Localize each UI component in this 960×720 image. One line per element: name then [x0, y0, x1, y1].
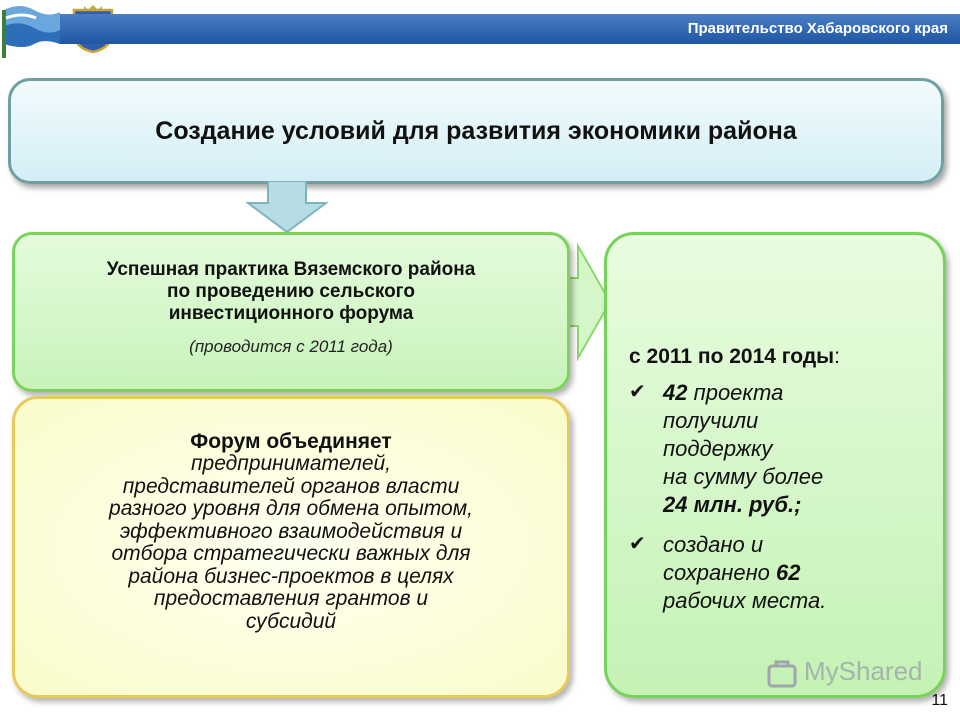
- practice-title-line: Успешная практика Вяземского района: [106, 259, 476, 280]
- flag-icon: [0, 0, 64, 58]
- result-line: на сумму более: [663, 464, 824, 489]
- result-line: проекта: [687, 380, 784, 405]
- forum-line: района бизнес-проектов в целях: [128, 564, 454, 588]
- watermark-logo-icon: [766, 658, 800, 692]
- support-amount: 24 млн. руб.;: [663, 492, 802, 517]
- header-title: Правительство Хабаровского края: [687, 20, 948, 37]
- forum-line: представителей органов власти: [122, 474, 460, 498]
- result-line: рабочих места.: [663, 588, 827, 613]
- results-heading: [629, 345, 840, 369]
- result-item-text: [663, 531, 929, 615]
- forum-line: эффективного взаимодействия и: [119, 519, 463, 543]
- result-line: сохранено: [663, 560, 777, 585]
- results-heading-suffix: :: [834, 345, 840, 368]
- result-item-projects: [629, 379, 929, 519]
- practice-subtitle: (проводится с 2011 года): [189, 337, 393, 356]
- header-bar: [60, 14, 960, 44]
- result-item-jobs: [629, 531, 929, 615]
- forum-line: предоставления грантов и: [153, 587, 429, 610]
- result-line: получили: [663, 408, 759, 433]
- jobs-count: 62: [776, 560, 801, 585]
- forum-line: субсидий: [245, 609, 337, 633]
- result-item-text: [663, 379, 929, 519]
- slide-header: [0, 0, 960, 62]
- practice-title-line: по проведению сельского: [167, 281, 415, 302]
- main-title: Создание условий для развития экономики района: [155, 116, 797, 145]
- results-box: [604, 232, 946, 698]
- result-line: поддержку: [663, 436, 773, 461]
- practice-title-line: инвестиционного форума: [168, 303, 414, 324]
- checkmark-icon: ✔: [629, 533, 646, 555]
- down-arrow-icon: [246, 181, 328, 233]
- result-line: создано и: [663, 532, 764, 557]
- projects-count: 42: [663, 380, 688, 405]
- forum-line: разного уровня для обмена опытом,: [109, 497, 473, 520]
- forum-text: [37, 453, 545, 633]
- practice-title: [29, 259, 553, 325]
- main-title-box: [8, 78, 944, 184]
- checkmark-icon: ✔: [629, 381, 646, 403]
- page-number: 11: [931, 692, 948, 709]
- practice-box: [12, 232, 570, 392]
- forum-line: отбора стратегически важных для: [111, 542, 471, 565]
- results-heading-text: с 2011 по 2014 годы: [629, 345, 835, 368]
- forum-title: Форум объединяет: [190, 430, 392, 453]
- forum-box: [12, 396, 570, 698]
- forum-line: предпринимателей,: [190, 452, 392, 475]
- watermark: MyShared: [804, 656, 923, 686]
